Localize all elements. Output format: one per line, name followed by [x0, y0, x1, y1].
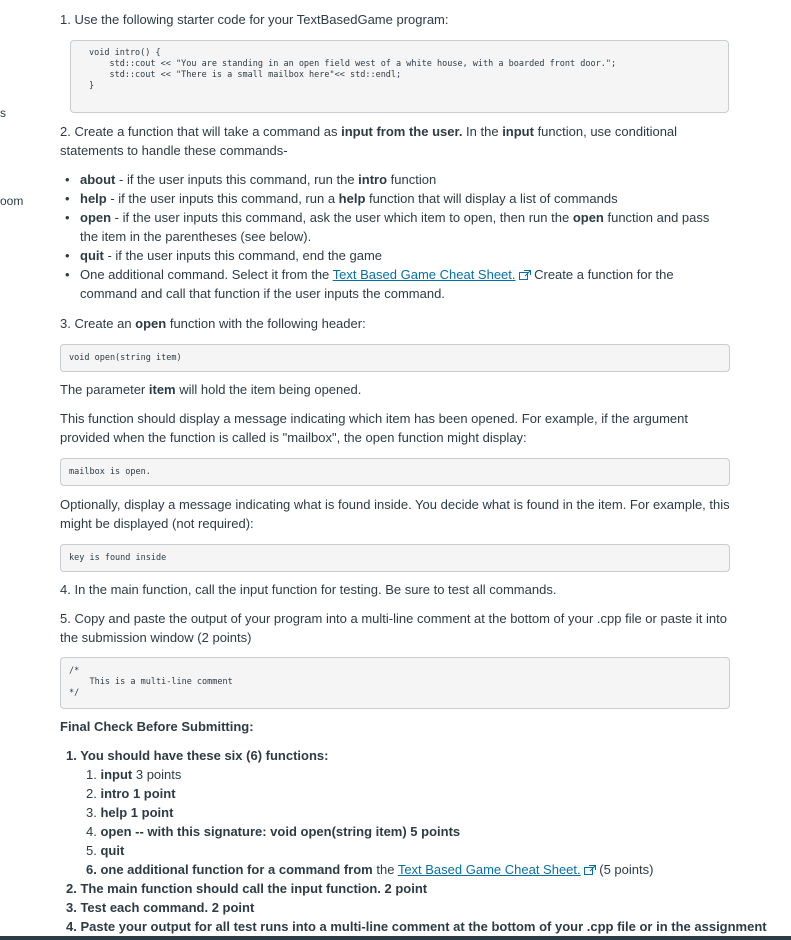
list-item: • help - if the user inputs this command, run a help function that will display a list of commands	[60, 189, 720, 208]
final-item-1: 1. You should have these six (6) functions:	[66, 748, 329, 763]
open-header-code: void open(string item)	[60, 344, 730, 372]
list-item: • open - if the user inputs this command, ask the user which item to open, then run the open function and pass the item in the parentheses (see below).	[60, 208, 720, 246]
final-item-3: 3. Test each command. 2 point	[66, 900, 255, 915]
list-item: 2. intro 1 point	[86, 786, 176, 801]
final-item-2: 2. The main function should call the input function. 2 point	[66, 881, 428, 896]
list-item: 4. open -- with this signature: void open(string item) 5 points	[86, 824, 461, 839]
function-list	[66, 765, 730, 879]
list-item: • about - if the user inputs this command, run the intro function	[60, 170, 720, 189]
list-item: 5. quit	[86, 843, 125, 858]
multiline-comment-code: /* This is a multi-line comment */	[60, 657, 730, 709]
list-item: • quit - if the user inputs this command, end the game	[60, 246, 720, 265]
list-item: 1. input 3 points	[86, 767, 182, 782]
parameter-text: The parameter item will hold the item being opened.	[60, 382, 362, 397]
final-check-list	[66, 746, 767, 936]
final-check-title: Final Check Before Submitting:	[60, 719, 254, 734]
starter-code-block: void intro() { std::cout << "You are standing in an open field west of a white house, with a boarded front door."; std::cout << "There is a small mailbox here"<< std::endl; }	[70, 40, 729, 113]
edge-text-fragment: oom	[0, 194, 24, 208]
bottom-scrollbar-edge	[0, 936, 791, 940]
step-1-text: 1. Use the following starter code for your TextBasedGame program:	[60, 12, 449, 27]
command-list	[60, 170, 720, 303]
step-3-text: 3. Create an open function with the following header:	[60, 316, 366, 331]
optional-message-text: Optionally, display a message indicating what is found inside. You decide what is found in the item. For example, this might be displayed (not required):	[60, 497, 730, 531]
cheat-sheet-link[interactable]: Text Based Game Cheat Sheet.	[332, 267, 516, 282]
edge-text-fragment: s	[0, 106, 6, 120]
list-item: 6. one additional function for a command from the Text Based Game Cheat Sheet. (5 points)	[86, 862, 654, 877]
mailbox-open-code: mailbox is open.	[60, 458, 730, 486]
external-link-icon[interactable]	[584, 865, 596, 875]
step-5-text: 5. Copy and paste the output of your program into a multi-line comment at the bottom of your .cpp file or paste it into the submission window (2 points)	[60, 611, 727, 645]
cheat-sheet-link[interactable]: Text Based Game Cheat Sheet.	[397, 862, 581, 877]
list-item: • One additional command. Select it from the Text Based Game Cheat Sheet. Create a function for the command and call that function if the user inputs the command.	[60, 265, 720, 303]
list-item: 3. help 1 point	[86, 805, 174, 820]
display-message-text: This function should display a message indicating which item has been opened. For example, if the argument provided when the function is called is "mailbox", the open function might display:	[60, 411, 688, 445]
step-2-text: 2. Create a function that will take a command as input from the user. In the input function, use conditional statements to handle these commands-	[60, 124, 678, 158]
step-4-text: 4. In the main function, call the input function for testing. Be sure to test all commands.	[60, 582, 557, 597]
external-link-icon[interactable]	[519, 270, 531, 280]
key-found-code: key is found inside	[60, 544, 730, 572]
final-item-4: 4. Paste your output for all test runs into a multi-line comment at the bottom of your .cpp file or in the assignment	[66, 919, 767, 934]
